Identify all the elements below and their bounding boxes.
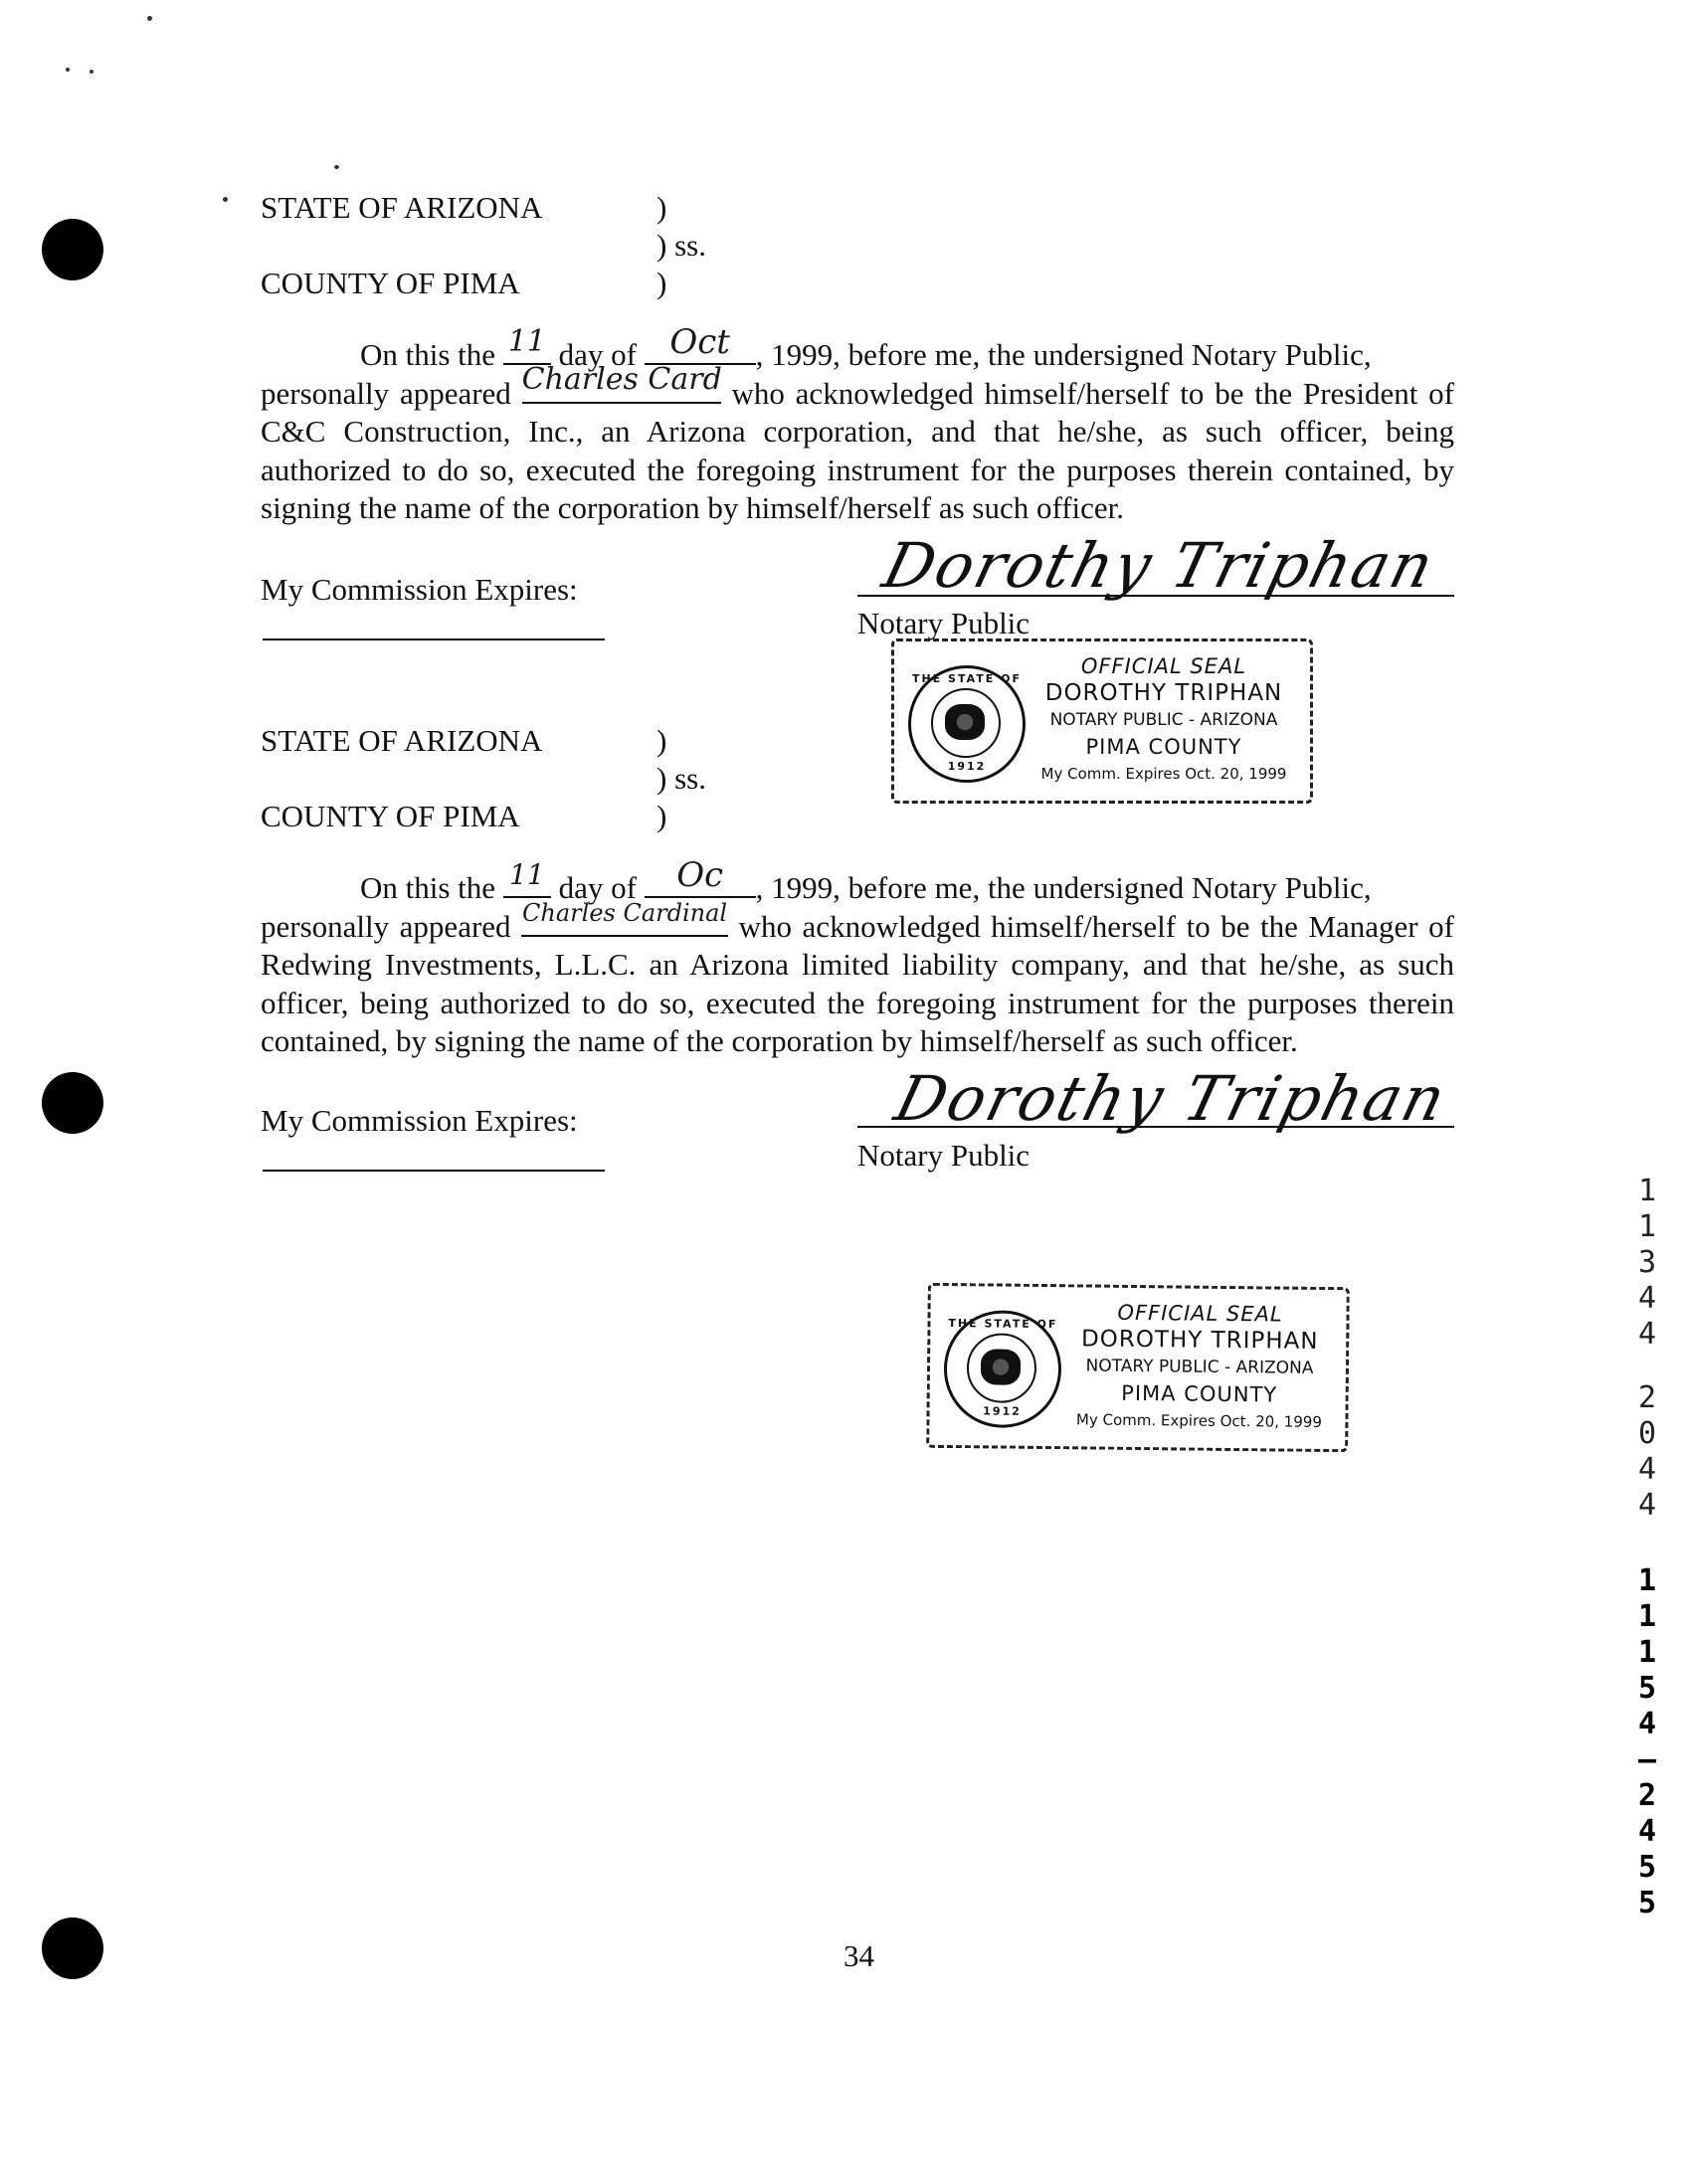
emblem-core <box>945 704 985 740</box>
seal-expiration: My Comm. Expires Oct. 20, 1999 <box>1040 765 1287 783</box>
stamp-digit: 1 <box>1637 1209 1657 1244</box>
stamp-digit: 4 <box>1637 1281 1657 1316</box>
stamp-digit: 4 <box>1637 1814 1657 1849</box>
month-handwritten: Oct <box>669 321 730 362</box>
day-handwritten: 11 <box>507 323 546 359</box>
acknowledgment-paragraph <box>261 854 1454 1061</box>
stamp-digit: 1 <box>1637 1174 1657 1208</box>
emblem-year: 1912 <box>947 760 987 773</box>
venue-paren: ) <box>656 266 667 300</box>
stamp-digit: 1 <box>1637 1635 1657 1670</box>
seal-text <box>1026 653 1302 788</box>
venue-paren: ) <box>656 799 667 833</box>
year-text: , 1999, before me, the undersigned Notary Public, <box>755 337 1372 372</box>
day-of-text: day of <box>558 337 637 372</box>
state-heading: STATE OF ARIZONA <box>261 190 543 225</box>
name-handwritten: Charles Cardinal <box>522 899 728 927</box>
commission-label: My Commission Expires: <box>261 1103 578 1138</box>
name-blank <box>521 899 728 937</box>
commission-label: My Commission Expires: <box>261 572 578 607</box>
seal-county: PIMA COUNTY <box>1085 735 1242 759</box>
notary-signature: Dorothy Triphan <box>875 529 1443 602</box>
name-blank <box>521 362 722 404</box>
stamp-digit: 0 <box>1637 1416 1657 1451</box>
venue-paren: ) <box>656 190 667 225</box>
state-seal-emblem <box>908 665 1026 783</box>
notary-signature: Dorothy Triphan <box>887 1062 1455 1135</box>
state-heading: STATE OF ARIZONA <box>261 723 543 758</box>
stamp-digit: 5 <box>1637 1850 1657 1885</box>
seal-title: OFFICIAL SEAL <box>1117 1300 1283 1327</box>
page-number: 34 <box>844 1938 874 1973</box>
seal-text <box>1060 1299 1338 1436</box>
stamp-digit: 4 <box>1637 1488 1657 1523</box>
acknowledgment-body: who acknowledged himself/herself to be the President of C&C Construction, Inc., an Arizona corporation, and that he/she, as such officer, being authorized to do so, executed the foregoing instrument for the purposes therein contained, by signing the name of the corporation by himself/herself as such officer. <box>261 375 1455 525</box>
seal-notary-role: NOTARY PUBLIC - ARIZONA <box>1049 710 1278 730</box>
name-handwritten: Charles Card <box>521 362 722 397</box>
hole-punch-top <box>42 219 103 280</box>
stamp-digit: 5 <box>1637 1671 1657 1706</box>
county-heading: COUNTY OF PIMA <box>261 266 520 300</box>
personally-appeared-text: personally appeared <box>261 908 511 944</box>
acknowledgment-paragraph <box>261 321 1455 528</box>
scan-speck <box>147 16 152 21</box>
hole-punch-bottom <box>42 1917 103 1979</box>
stamp-digit: 4 <box>1637 1317 1657 1352</box>
emblem-top-text: THE STATE OF <box>912 672 1022 685</box>
stamp-digit: 3 <box>1637 1245 1657 1280</box>
day-of-text: day of <box>558 870 637 905</box>
hole-punch-middle <box>42 1072 103 1134</box>
official-seal-stamp <box>926 1283 1350 1452</box>
personally-appeared-text: personally appeared <box>261 375 511 411</box>
seal-county: PIMA COUNTY <box>1121 1380 1278 1407</box>
stamp-digit: — <box>1637 1742 1657 1777</box>
commission-line <box>263 1170 605 1172</box>
recording-number-stamp <box>1627 1174 1667 1524</box>
stamp-digit: 2 <box>1637 1380 1657 1415</box>
on-this-text: On this the <box>360 337 496 372</box>
year-text: , 1999, before me, the undersigned Notary Public, <box>755 870 1372 905</box>
recording-number-stamp <box>1627 1563 1667 1921</box>
commission-line <box>263 638 605 640</box>
venue-ss: ) ss. <box>656 228 706 263</box>
seal-title: OFFICIAL SEAL <box>1080 654 1247 678</box>
seal-notary-name: DOROTHY TRIPHAN <box>1044 680 1283 706</box>
stamp-digit: 1 <box>1637 1599 1657 1634</box>
venue-ss: ) ss. <box>656 761 706 796</box>
on-this-text: On this the <box>360 870 496 905</box>
scan-speck <box>90 70 94 74</box>
day-handwritten: 11 <box>508 857 545 891</box>
state-seal-emblem <box>943 1310 1061 1428</box>
seal-notary-name: DOROTHY TRIPHAN <box>1080 1326 1319 1355</box>
stamp-digit: 4 <box>1637 1707 1657 1741</box>
emblem-year: 1912 <box>983 1404 1022 1418</box>
notary-public-label: Notary Public <box>857 606 1031 640</box>
scan-speck <box>334 165 339 169</box>
stamp-digit: 4 <box>1637 1452 1657 1487</box>
emblem-top-text: THE STATE OF <box>948 1317 1058 1332</box>
stamp-digit: 2 <box>1637 1778 1657 1813</box>
stamp-digit: 5 <box>1637 1886 1657 1920</box>
county-heading: COUNTY OF PIMA <box>261 799 520 833</box>
month-handwritten: Oc <box>676 854 724 895</box>
venue-paren: ) <box>656 723 667 758</box>
seal-expiration: My Comm. Expires Oct. 20, 1999 <box>1075 1410 1323 1431</box>
official-seal-stamp <box>891 638 1313 804</box>
scan-speck <box>66 68 70 72</box>
scan-speck <box>223 197 228 202</box>
acknowledgment-body: who acknowledged himself/herself to be the Manager of Redwing Investments, L.L.C. an Arizona limited liability company, and that he/she, as such officer, being authorized to do so, executed the foregoing instrument for the purposes therein contained, by signing the name of the corporation by himself/herself as such officer. <box>261 908 1454 1058</box>
notary-public-label: Notary Public <box>857 1138 1031 1173</box>
emblem-core <box>981 1349 1021 1384</box>
stamp-digit: 1 <box>1637 1563 1657 1598</box>
seal-notary-role: NOTARY PUBLIC - ARIZONA <box>1085 1356 1314 1378</box>
